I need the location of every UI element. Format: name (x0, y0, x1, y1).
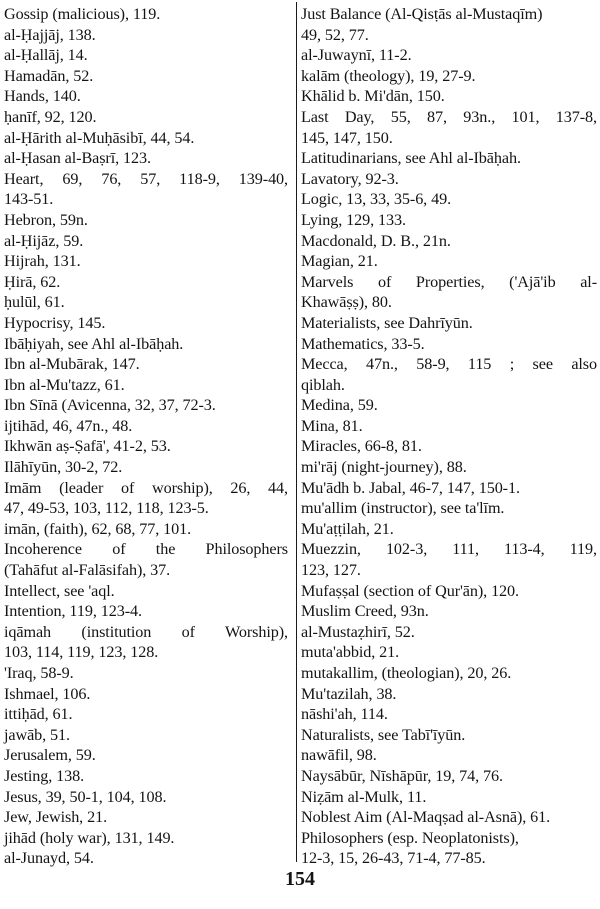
index-entry-line: al-Ḥijāz, 59. (4, 231, 84, 250)
index-entry-line: Naysābūr, Nīshāpūr, 19, 74, 76. (301, 766, 503, 785)
index-entry-line: Muezzin, 102-3, 111, 113-4, 119, (301, 540, 597, 559)
index-entry-line: ittiḥād, 61. (4, 705, 73, 724)
index-entry-line: Jerusalem, 59. (4, 746, 96, 765)
index-entry-line: Just Balance (Al-Qisṭās al-Mustaqīm) (301, 5, 543, 23)
index-entry-line: Imām (leader of worship), 26, 44, (4, 478, 288, 497)
index-entry-line: Macdonald, D. B., 21n. (301, 231, 451, 250)
index-entry-line: Hijrah, 131. (4, 252, 81, 271)
index-entry-line: al-Mustaẓhirī, 52. (301, 622, 415, 641)
index-entry-line: Ibn al-Mubārak, 147. (4, 355, 140, 374)
index-entry-line: Gossip (malicious), 119. (4, 5, 161, 23)
index-entry-line: Khālid b. Mi'dān, 150. (301, 87, 445, 106)
index-entry-line: Heart, 69, 76, 57, 118-9, 139-40, (4, 169, 288, 188)
index-entry-line: mu'allim (instructor), see ta'līm. (301, 499, 505, 518)
index-entry-line: mi'rāj (night-journey), 88. (301, 458, 467, 477)
index-entry-line: Mu'ādh b. Jabal, 46-7, 147, 150-1. (301, 478, 520, 497)
index-entry-line: al-Juwaynī, 11-2. (301, 46, 412, 65)
index-entry-line: Materialists, see Dahrīyūn. (301, 313, 473, 332)
index-entry-line: Logic, 13, 33, 35-6, 49. (301, 190, 452, 209)
index-entry-line: Ilāhīyūn, 30-2, 72. (4, 458, 123, 477)
index-entry-line: Incoherence of the Philosophers (4, 540, 288, 559)
index-entry-line: Mathematics, 33-5. (301, 334, 425, 353)
index-entry-line: Intellect, see 'aql. (4, 581, 115, 600)
index-entry-line: Mecca, 47n., 58-9, 115 ; see also (301, 355, 597, 374)
index-entry-line: Mina, 81. (301, 416, 363, 435)
index-entry-line: Mufaṣṣal (section of Qur'ān), 120. (301, 581, 519, 600)
index-entry-line: Jew, Jewish, 21. (4, 808, 108, 827)
index-entry-line: Hypocrisy, 145. (4, 313, 106, 332)
index-entry-line: jihād (holy war), 131, 149. (4, 828, 175, 847)
index-entry-line: Hebron, 59n. (4, 210, 88, 229)
index-entry-line: Ishmael, 106. (4, 684, 91, 703)
index-entry-line: Mu'tazilah, 38. (301, 684, 397, 703)
index-entry-line: Khawāṣṣ), 80. (301, 293, 392, 312)
index-entry-line: Last Day, 55, 87, 93n., 101, 137-8, (301, 107, 597, 126)
index-entry-line: 49, 52, 77. (301, 25, 369, 44)
index-entry-line: Jesting, 138. (4, 766, 85, 785)
index-entry-line: 103, 114, 119, 123, 128. (4, 643, 159, 662)
index-entry-line: Ibn al-Mu'tazz, 61. (4, 375, 125, 394)
index-entry-line: Philosophers (esp. Neoplatonists), (301, 828, 519, 847)
index-entry-line: 143-51. (4, 190, 54, 209)
index-entry-line: Jesus, 39, 50-1, 104, 108. (4, 787, 167, 806)
index-entry-line: 145, 147, 150. (301, 128, 393, 147)
index-entry-line: jawāb, 51. (4, 725, 70, 744)
index-entry-line: Lying, 129, 133. (301, 210, 406, 229)
index-column-right (301, 4, 597, 869)
index-entry-line: Latitudinarians, see Ahl al-Ibāḥah. (301, 149, 521, 168)
index-entry-line: Lavatory, 92-3. (301, 169, 399, 188)
index-entry-line: nāshi'ah, 114. (301, 705, 388, 724)
index-entry-line: Ḥirā, 62. (4, 272, 61, 291)
index-entry-line: Hamadān, 52. (4, 66, 94, 85)
index-entry-line: al-Ḥajjāj, 138. (4, 25, 96, 44)
index-entry-line: iqāmah (institution of Worship), (4, 622, 288, 641)
index-entry-line: imān, (faith), 62, 68, 77, 101. (4, 519, 192, 538)
index-entry-line: Noblest Aim (Al-Maqṣad al-Asnā), 61. (301, 808, 551, 827)
index-entry-line: Muslim Creed, 93n. (301, 602, 429, 621)
index-entry-line: Ikhwān aṣ-Ṣafā', 41-2, 53. (4, 437, 171, 456)
index-entry-line: ḥulūl, 61. (4, 293, 65, 312)
index-entry-line: Marvels of Properties, ('Ajā'ib al- (301, 272, 597, 291)
index-entry-line: ḥanīf, 92, 120. (4, 107, 97, 126)
index-entry-line: al-Ḥārith al-Muḥāsibī, 44, 54. (4, 128, 195, 147)
index-entry-line: al-Ḥasan al-Baṣrī, 123. (4, 149, 151, 168)
index-entry-line: qiblah. (301, 375, 345, 394)
index-entry-line: (Tahāfut al-Falāsifah), 37. (4, 561, 171, 580)
index-entry-line: nawāfil, 98. (301, 746, 377, 765)
index-entry-line: 47, 49-53, 103, 112, 118, 123-5. (4, 499, 209, 518)
index-entry-line: al-Ḥallāj, 14. (4, 46, 88, 65)
column-divider (296, 2, 297, 862)
index-entry-line: Magian, 21. (301, 252, 378, 271)
index-entry-line: muta'abbid, 21. (301, 643, 400, 662)
index-entry-line: mutakallim, (theologian), 20, 26. (301, 664, 512, 682)
index-entry-line: Ibāḥiyah, see Ahl al-Ibāḥah. (4, 334, 184, 353)
index-entry-line: Hands, 140. (4, 87, 81, 106)
index-entry-line: Medina, 59. (301, 396, 378, 415)
index-column-left (4, 4, 288, 869)
index-entry-line: 12-3, 15, 26-43, 71-4, 77-85. (301, 849, 486, 868)
index-entry-line: kalām (theology), 19, 27-9. (301, 66, 476, 85)
index-entry-line: Intention, 119, 123-4. (4, 602, 142, 621)
index-entry-line: 123, 127. (301, 561, 361, 580)
index-entry-line: 'Iraq, 58-9. (4, 664, 74, 682)
index-entry-line: Mu'aṭṭilah, 21. (301, 519, 394, 538)
index-entry-line: Ibn Sīnā (Avicenna, 32, 37, 72-3. (4, 396, 216, 415)
index-entry-line: ijtihād, 46, 47n., 48. (4, 416, 133, 435)
page-number: 154 (285, 868, 315, 890)
index-entry-line: Miracles, 66-8, 81. (301, 437, 422, 456)
index-entry-line: Niẓām al-Mulk, 11. (301, 787, 427, 806)
index-entry-line: al-Junayd, 54. (4, 849, 94, 868)
index-entry-line: Naturalists, see Tabī'īyūn. (301, 725, 466, 744)
